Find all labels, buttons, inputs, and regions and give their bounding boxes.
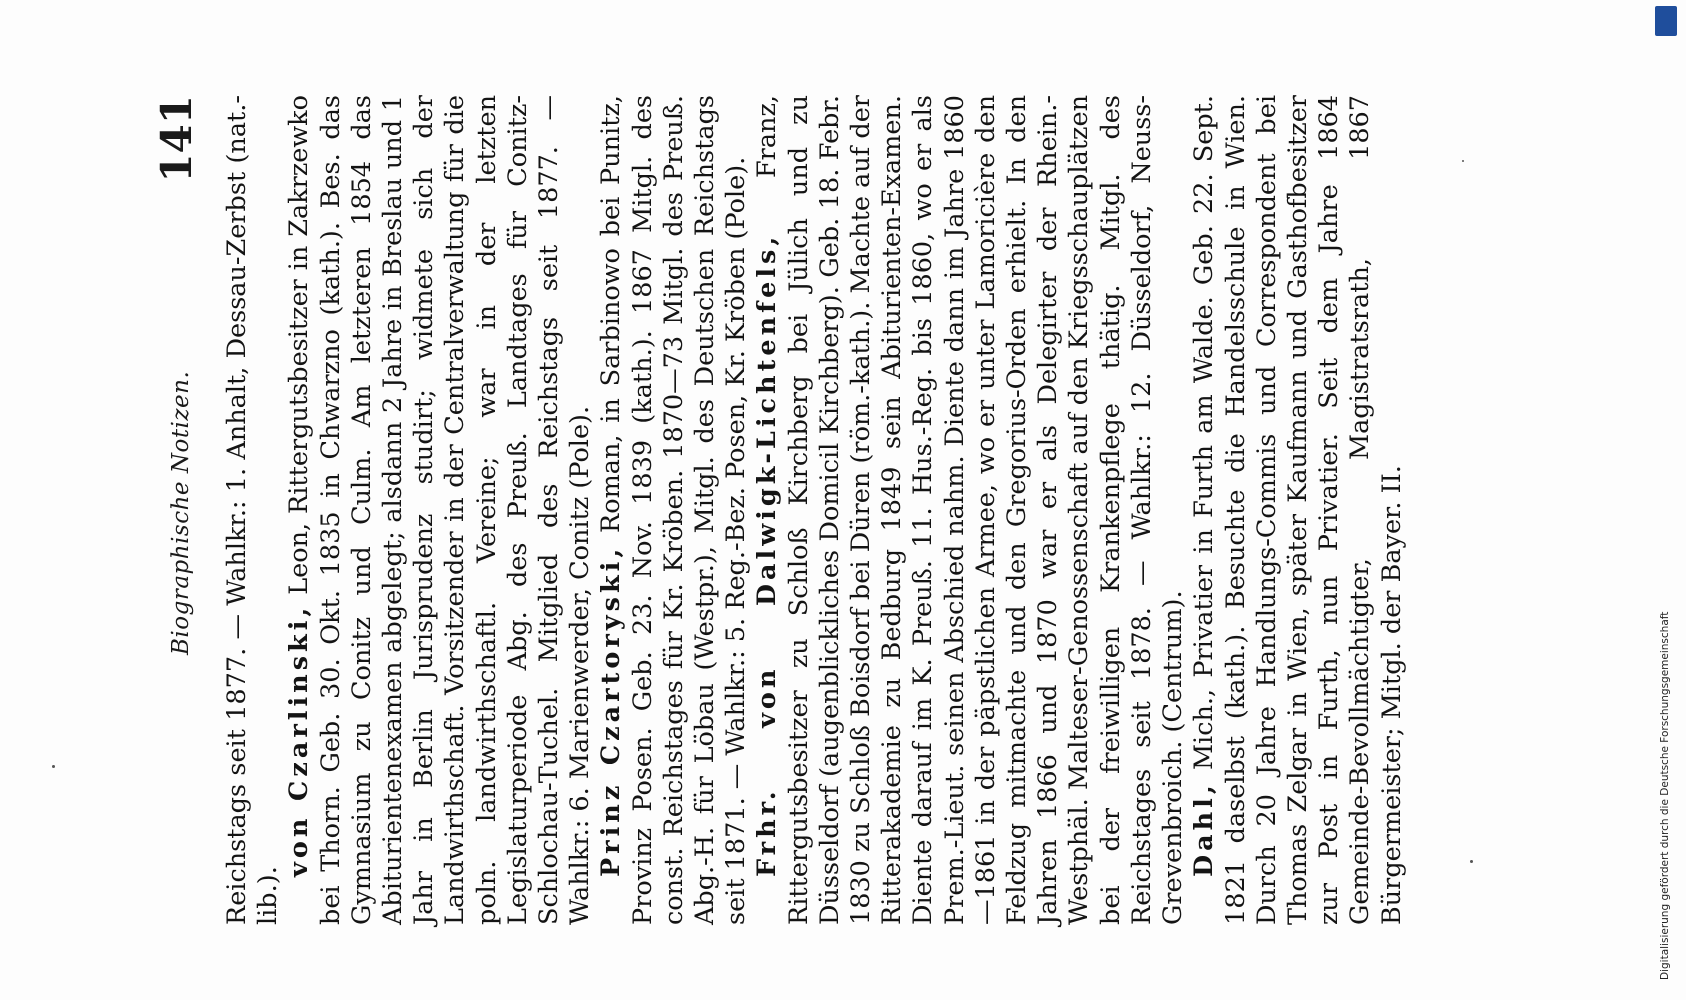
page-body (222, 95, 1408, 925)
paragraph (596, 95, 752, 925)
page-number: 141 (152, 95, 201, 183)
entry-name: Prinz Czartoryski, (596, 544, 627, 877)
scan-speck (1462, 160, 1464, 162)
paragraph-text: Reichstags seit 1877. — Wahlkr.: 1. Anhalt, Dessau-Zerbst (nat.-lib.). (222, 95, 284, 925)
entry-name: Dahl, (1189, 781, 1220, 877)
entry-name: Frhr. von Dalwigk-Lichtenfels, (752, 232, 783, 877)
page-content (150, 95, 1408, 925)
scan-speck (1470, 860, 1473, 863)
funding-stamp (1654, 0, 1678, 980)
paragraph (222, 95, 284, 925)
rotated-content (150, 95, 1686, 1000)
paragraph-text: Mich., Privatier in Furth am Walde. Geb. 22. Sept. 1821 daselbst (kath.). Besuchte die Handelsschule in Wien. Durch 20 Jahre Handlungs-Commis und Correspondent bei Thomas Zelgar in Wien, später Kaufmann und Gasthofbesitzer zur Post in Furth, nun Privatier. Seit dem Jahre 1864 Gemeinde-Bevollmächtigter, Magistratsrath, 1867 Bürgermeister; Mitgl. der Bayer. II. (1189, 95, 1407, 925)
paragraph (284, 95, 596, 925)
paragraph (752, 95, 1189, 925)
paragraph-text: Leon, Rittergutsbesitzer in Zakrzewko bei Thorn. Geb. 30. Okt. 1835 in Chwarzno (kath.). Bes. das Gymnasium zu Conitz und Culm. Am letzteren 1854 das Abiturientenexamen abgelegt; alsdann 2 Jahre in Breslau und 1 Jahr in Berlin Jurisprudenz studirt; widmete sich der Landwirthschaft. Vorsitzender in der Centralverwaltung für die poln. landwirthschaftl. Vereine; war in der letzten Legislaturperiode Abg. des Preuß. Landtages für Conitz-Schlochau-Tuchel. Mitglied des Reichstags seit 1877. — Wahlkr.: 6. Marienwerder, Conitz (Pole). (284, 95, 596, 925)
entry-name: von Czarlinski, (284, 603, 315, 877)
paragraph-text: Franz, Rittergutsbesitzer zu Schloß Kirchberg bei Jülich und zu Düsseldorf (augenblickliches Domicil Kirchberg). Geb. 18. Febr. 1830 zu Schloß Boisdorf bei Düren (röm.-kath.). Machte auf der Ritterakademie zu Bedburg 1849 sein Abiturienten-Examen. Diente darauf im K. Preuß. 11. Hus.-Reg. bis 1860, wo er als Prem.-Lieut. seinen Abschied nahm. Diente dann im Jahre 1860—1861 in der päpstlichen Armee, wo er unter Lamoricière den Feldzug mitmachte und den Gregorius-Orden erhielt. In den Jahren 1866 und 1870 war er als Delegirter der Rhein.-Westphäl. Malteser-Genossenschaft auf den Kriegsschauplätzen bei der freiwilligen Krankenpflege thätig. Mitgl. des Reichstages seit 1878. — Wahlkr.: 12. Düsseldorf, Neuss-Grevenbroich. (Centrum). (752, 95, 1189, 925)
paragraph (1189, 95, 1407, 925)
running-head: Biographische Notizen. (168, 370, 194, 655)
scan-speck (52, 765, 55, 768)
paragraph-text: Roman, in Sarbinowo bei Punitz, Provinz Posen. Geb. 23. Nov. 1839 (kath.). 1867 Mitgl. des const. Reichstages für Kr. Kröben. 1870—73 Mitgl. des Preuß. Abg.-H. für Löbau (Westpr.), Mitgl. des Deutschen Reichstags seit 1871. — Wahlkr.: 5. Reg.-Bez. Posen, Kr. Kröben (Pole). (596, 95, 752, 925)
page-header (150, 95, 222, 925)
funding-stamp-text: Digitalisierung gefördert durch die Deutsche Forschungsgemeinschaft (1659, 611, 1671, 980)
